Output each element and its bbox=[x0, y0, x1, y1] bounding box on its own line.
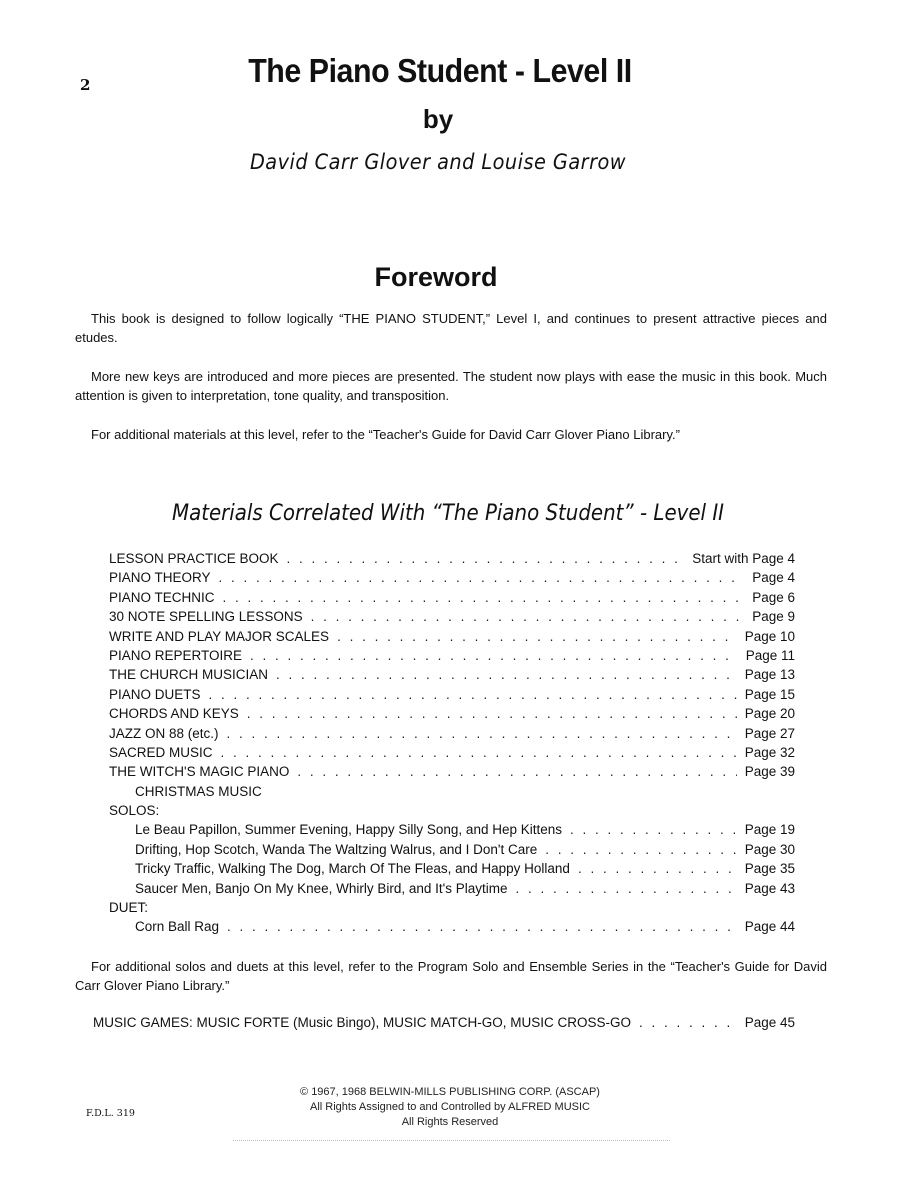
item-label: Saucer Men, Banjo On My Knee, Whirly Bird, and It's Playtime bbox=[135, 880, 508, 896]
list-item bbox=[109, 743, 795, 762]
item-page: Page 35 bbox=[744, 861, 795, 877]
catalog-code: F.D.L. 319 bbox=[86, 1108, 135, 1119]
list-item bbox=[109, 665, 795, 684]
copyright-line: All Rights Assigned to and Controlled by ALFRED MUSIC bbox=[309, 1101, 591, 1113]
item-page: Page 43 bbox=[744, 880, 795, 896]
item-page: Page 11 bbox=[745, 647, 795, 663]
list-item bbox=[109, 762, 795, 781]
item-label: Tricky Traffic, Walking The Dog, March Of The Fleas, and Happy Holland bbox=[135, 861, 570, 877]
page-number: 2 bbox=[80, 76, 91, 94]
solos-heading: SOLOS: bbox=[109, 803, 160, 819]
item-label: Le Beau Papillon, Summer Evening, Happy Silly Song, and Hep Kittens bbox=[135, 822, 562, 838]
copyright-notice bbox=[0, 1085, 900, 1130]
item-page: Page 19 bbox=[744, 822, 795, 838]
item-label: THE WITCH'S MAGIC PIANO bbox=[109, 764, 290, 780]
item-label: Corn Ball Rag bbox=[135, 919, 220, 935]
copyright-line: © 1967, 1968 BELWIN-MILLS PUBLISHING CORP. (ASCAP) bbox=[300, 1086, 600, 1098]
christmas-heading: CHRISTMAS MUSIC bbox=[135, 783, 262, 799]
duet-heading: DUET: bbox=[109, 900, 149, 916]
list-item bbox=[109, 646, 795, 665]
item-label: PIANO THEORY bbox=[109, 570, 211, 586]
item-page: Page 20 bbox=[744, 706, 795, 722]
item-label: THE CHURCH MUSICIAN bbox=[109, 667, 269, 683]
item-page: Page 15 bbox=[744, 686, 795, 702]
item-label: SACRED MUSIC bbox=[109, 744, 213, 760]
item-label: WRITE AND PLAY MAJOR SCALES bbox=[109, 628, 330, 644]
item-label: PIANO DUETS bbox=[109, 686, 201, 702]
foreword-heading: Foreword bbox=[374, 262, 498, 292]
list-item bbox=[109, 724, 795, 743]
list-item bbox=[109, 588, 795, 607]
games-label: MUSIC GAMES: MUSIC FORTE (Music Bingo), MUSIC MATCH-GO, MUSIC CROSS-GO bbox=[93, 1015, 632, 1030]
item-page: Page 39 bbox=[744, 764, 795, 780]
item-page: Page 6 bbox=[752, 589, 795, 605]
materials-heading: Materials Correlated With “The Piano Student” - Level II bbox=[171, 501, 725, 526]
list-item bbox=[109, 917, 795, 936]
foreword-paragraph-1: This book is designed to follow logically “THE PIANO STUDENT,” Level I, and continues to present attractive pieces and etudes. bbox=[75, 311, 827, 345]
page-title: The Piano Student - Level II bbox=[248, 52, 632, 89]
footer-divider bbox=[233, 1140, 670, 1141]
foreword-paragraph-2: More new keys are introduced and more pieces are presented. The student now plays with ease the music in this book. Much attention is given to interpretation, tone quality, and transposition. bbox=[75, 369, 827, 403]
item-page: Page 30 bbox=[744, 841, 795, 857]
byline: by bbox=[422, 104, 454, 134]
item-label: 30 NOTE SPELLING LESSONS bbox=[109, 609, 303, 625]
list-item bbox=[109, 859, 795, 878]
item-label: PIANO TECHNIC bbox=[109, 589, 215, 605]
materials-list bbox=[109, 549, 795, 937]
item-label: PIANO REPERTOIRE bbox=[109, 647, 243, 663]
item-page: Start with Page 4 bbox=[692, 551, 795, 566]
item-label: Drifting, Hop Scotch, Wanda The Waltzing Walrus, and I Don't Care bbox=[135, 841, 538, 857]
item-page: Page 10 bbox=[744, 628, 795, 644]
foreword-paragraph-3: For additional materials at this level, refer to the “Teacher's Guide for David Carr Glover Piano Library.” bbox=[91, 427, 680, 442]
list-item bbox=[109, 704, 795, 723]
copyright-line: All Rights Reserved bbox=[401, 1116, 499, 1128]
additional-paragraph: For additional solos and duets at this level, refer to the Program Solo and Ensemble Series in the “Teacher's Guide for David Carr Glover Piano Library.” bbox=[75, 959, 827, 993]
item-page: Page 4 bbox=[752, 570, 795, 586]
list-item bbox=[109, 607, 795, 626]
authors: David Carr Glover and Louise Garrow bbox=[249, 150, 627, 174]
list-item bbox=[109, 568, 795, 587]
item-page: Page 44 bbox=[744, 919, 795, 935]
item-label: LESSON PRACTICE BOOK bbox=[109, 551, 279, 566]
item-page: Page 9 bbox=[752, 609, 795, 625]
item-label: JAZZ ON 88 (etc.) bbox=[109, 725, 219, 741]
item-page: Page 27 bbox=[744, 725, 795, 741]
item-page: Page 32 bbox=[744, 744, 795, 760]
list-item bbox=[109, 840, 795, 859]
music-games bbox=[93, 1015, 795, 1030]
list-item bbox=[109, 549, 795, 568]
games-page: Page 45 bbox=[744, 1015, 795, 1030]
list-item bbox=[109, 820, 795, 839]
item-page: Page 13 bbox=[744, 667, 795, 683]
list-item bbox=[109, 627, 795, 646]
list-item bbox=[109, 879, 795, 898]
item-label: CHORDS AND KEYS bbox=[109, 706, 239, 722]
list-item bbox=[109, 685, 795, 704]
